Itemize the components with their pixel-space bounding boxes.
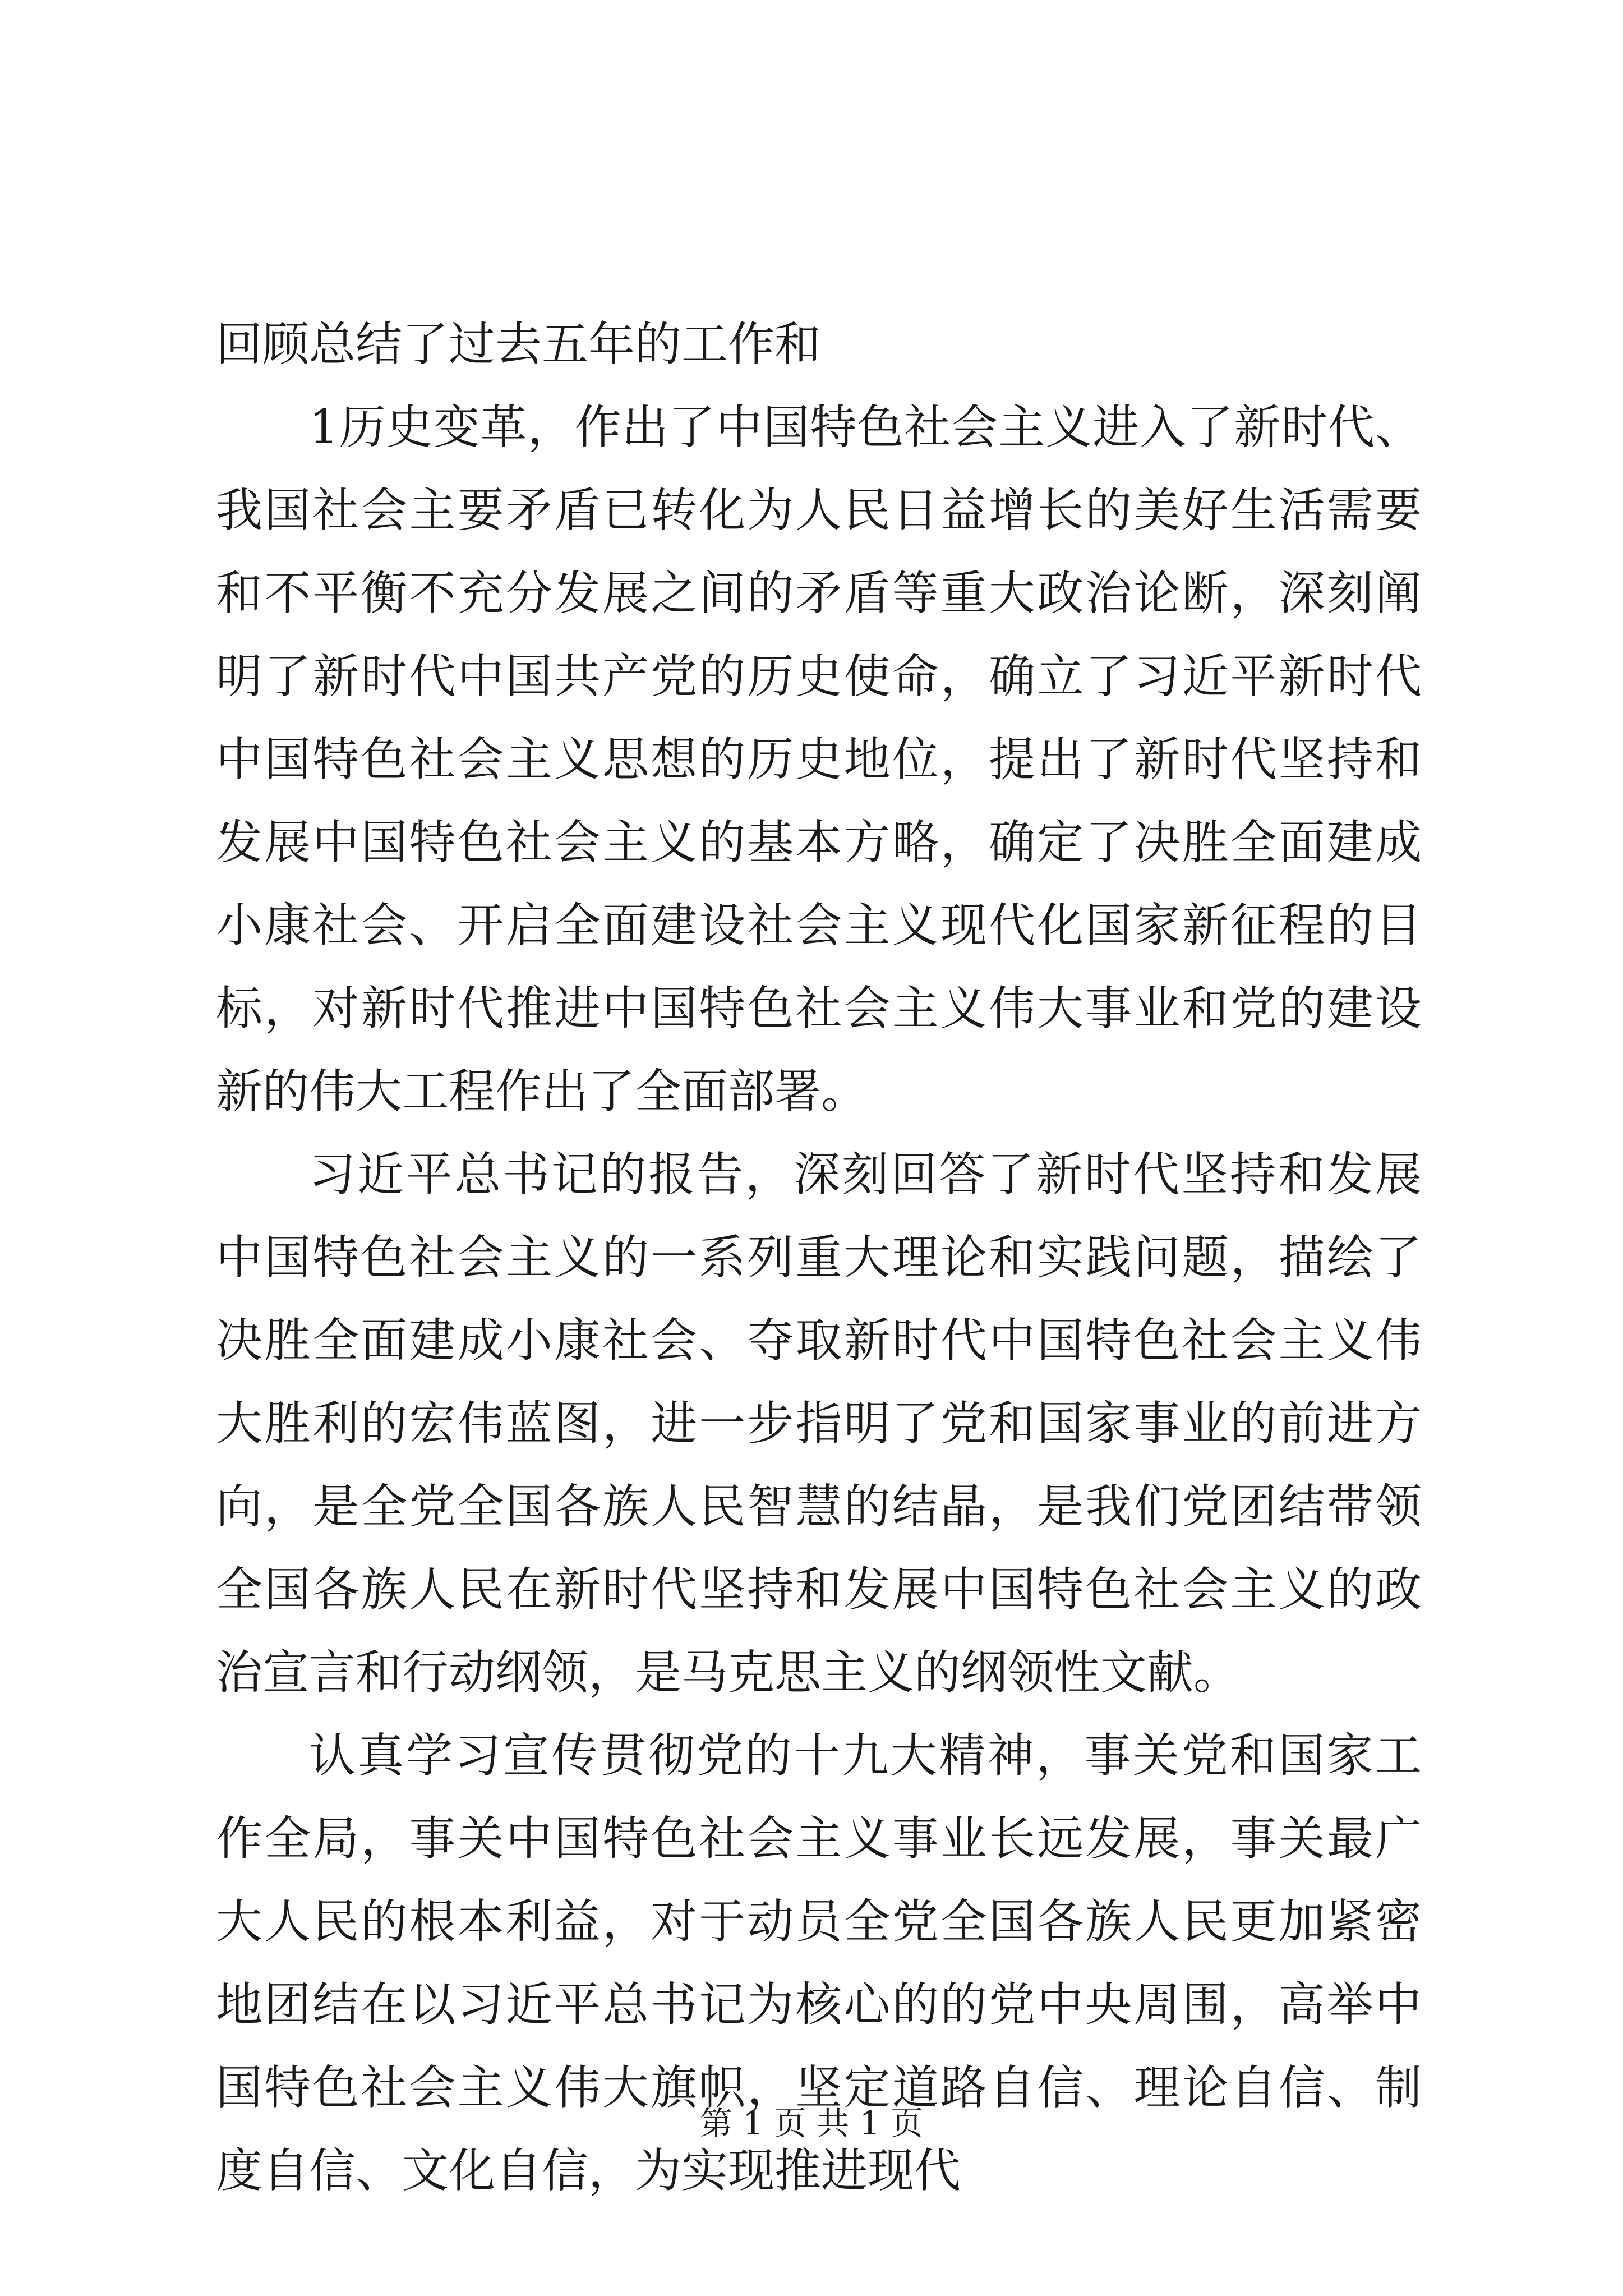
document-body xyxy=(216,303,1422,2212)
page-number-label: 第 1 页 共 1 页 xyxy=(700,2104,923,2142)
paragraph-2: 1历史变革，作出了中国特色社会主义进入了新时代、我国社会主要矛盾已转化为人民日益增长的美好生活需要和不平衡不充分发展之间的矛盾等重大政治论断，深刻阐明了新时代中国共产党的历史使命，确立了习近平新时代中国特色社会主义思想的历史地位，提出了新时代坚持和发展中国特色社会主义的基本方略，确定了决胜全面建成小康社会、开启全面建设社会主义现代化国家新征程的目标，对新时代推进中国特色社会主义伟大事业和党的建设新的伟大工程作出了全面部署。 xyxy=(216,400,1422,1119)
paragraph-3: 习近平总书记的报告，深刻回答了新时代坚持和发展中国特色社会主义的一系列重大理论和实践问题，描绘了决胜全面建成小康社会、夺取新时代中国特色社会主义伟大胜利的宏伟蓝图，进一步指明了党和国家事业的前进方向，是全党全国各族人民智慧的结晶，是我们党团结带领全国各族人民在新时代坚持和发展中国特色社会主义的政治宣言和行动纲领，是马克思主义的纲领性文献。 xyxy=(216,1147,1422,1700)
paragraph-4: 认真学习宣传贯彻党的十九大精神，事关党和国家工作全局，事关中国特色社会主义事业长远发展，事关最广大人民的根本利益，对于动员全党全国各族人民更加紧密地团结在以习近平总书记为核心的的党中央周围，高举中国特色社会主义伟大旗帜，坚定道路自信、理论自信、制度自信、文化自信，为实现推进现代 xyxy=(216,1728,1422,2198)
page-footer xyxy=(0,2101,1623,2146)
paragraph-1: 回顾总结了过去五年的工作和 xyxy=(216,317,821,371)
